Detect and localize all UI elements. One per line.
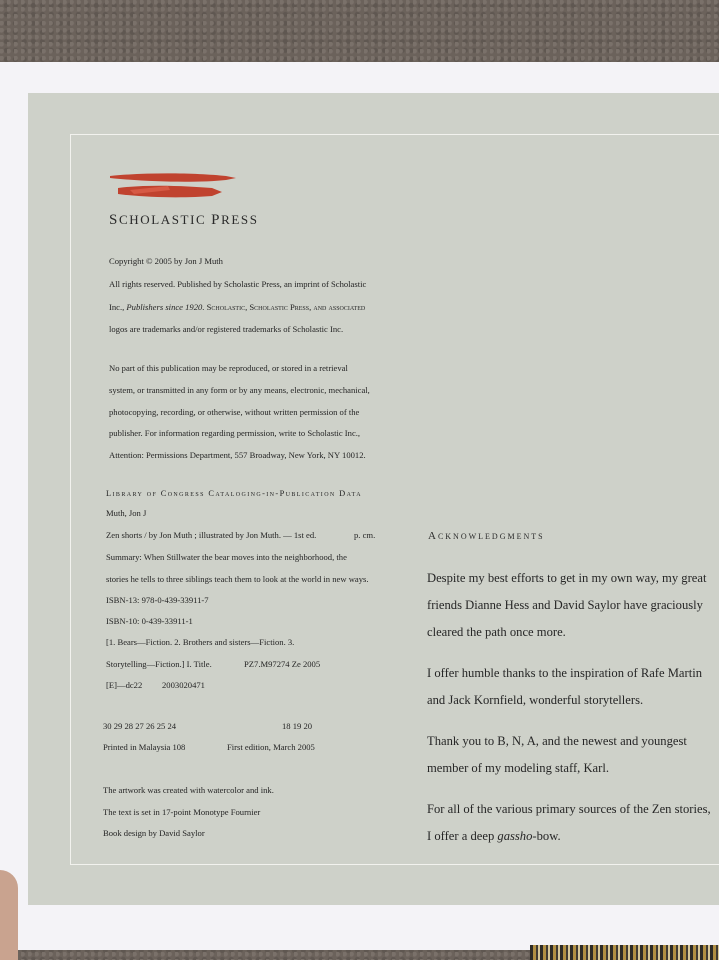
cip-summary: stories he tells to three siblings teach them to look at the world in new ways. [106, 574, 369, 584]
ack-line: I offer humble thanks to the inspiration of Rafe Martin [427, 666, 703, 680]
credit-line: The artwork was created with watercolor and ink. [103, 785, 274, 795]
ack-line: friends Dianne Hess and David Saylor have graciously [427, 598, 703, 612]
printed-location: Printed in Malaysia 108 [103, 742, 186, 752]
cip-pcm: p. cm. [354, 530, 376, 540]
cip-subjects: Storytelling—Fiction.] I. Title. [106, 659, 212, 669]
cip-dewey: [E]—dc22 [106, 680, 143, 690]
ack-line: cleared the path once more. [427, 625, 566, 639]
ack-line: For all of the various primary sources of the Zen stories, [427, 802, 711, 816]
barcode-strip [530, 945, 719, 960]
trademark-line: logos are trademarks and/or registered trademarks of Scholastic Inc. [109, 324, 344, 334]
finger-edge [0, 870, 18, 960]
cip-author: Muth, Jon J [106, 508, 147, 518]
rights-line: All rights reserved. Published by Scholastic Press, an imprint of Scholastic [109, 279, 367, 289]
ack-line: Thank you to B, N, A, and the newest and youngest [427, 734, 687, 748]
ack-line: I offer a deep gassho-bow. [427, 829, 561, 843]
rights-paragraph-line: publisher. For information regarding permission, write to Scholastic Inc., [109, 428, 361, 438]
scholastic-lantern-logo [108, 170, 240, 206]
printing-numbers-left: 30 29 28 27 26 25 24 [103, 721, 177, 731]
acknowledgments-heading: Acknowledgments [428, 530, 545, 542]
rights-paragraph-line: photocopying, recording, or otherwise, without written permission of the [109, 407, 360, 417]
credit-line: The text is set in 17-point Monotype Fournier [103, 807, 261, 817]
cip-isbn10: ISBN-10: 0-439-33911-1 [106, 616, 193, 626]
cip-title: Zen shorts / by Jon Muth ; illustrated by Jon Muth. — 1st ed. [106, 530, 317, 540]
edition-date: First edition, March 2005 [227, 742, 315, 752]
ack-line: and Jack Kornfield, wonderful storytellers. [427, 693, 644, 707]
rights-paragraph-line: system, or transmitted in any form or by any means, electronic, mechanical, [109, 385, 370, 395]
cip-isbn13: ISBN-13: 978-0-439-33911-7 [106, 595, 209, 605]
printing-numbers-right: 18 19 20 [282, 721, 313, 731]
ack-line: Despite my best efforts to get in my own way, my great [427, 571, 707, 585]
publisher-imprint: SCHOLASTIC PRESS [109, 212, 259, 228]
rights-paragraph-line: No part of this publication may be reproduced, or stored in a retrieval [109, 363, 348, 373]
ack-line: member of my modeling staff, Karl. [427, 761, 609, 775]
rights-paragraph-line: Attention: Permissions Department, 557 Broadway, New York, NY 10012. [109, 450, 366, 460]
cip-subjects: [1. Bears—Fiction. 2. Brothers and sisters—Fiction. 3. [106, 637, 295, 647]
credit-line: Book design by David Saylor [103, 828, 205, 838]
cip-classification: PZ7.M97274 Ze 2005 [244, 659, 321, 669]
copyright-line: Copyright © 2005 by Jon J Muth [109, 256, 223, 266]
cip-summary: Summary: When Stillwater the bear moves into the neighborhood, the [106, 552, 347, 562]
cip-lccn: 2003020471 [162, 680, 205, 690]
cip-heading: Library of Congress Cataloging-in-Publication Data [106, 489, 362, 498]
rights-line: Inc., Publishers since 1920. Scholastic, Scholastic Press, and associated [109, 302, 366, 312]
